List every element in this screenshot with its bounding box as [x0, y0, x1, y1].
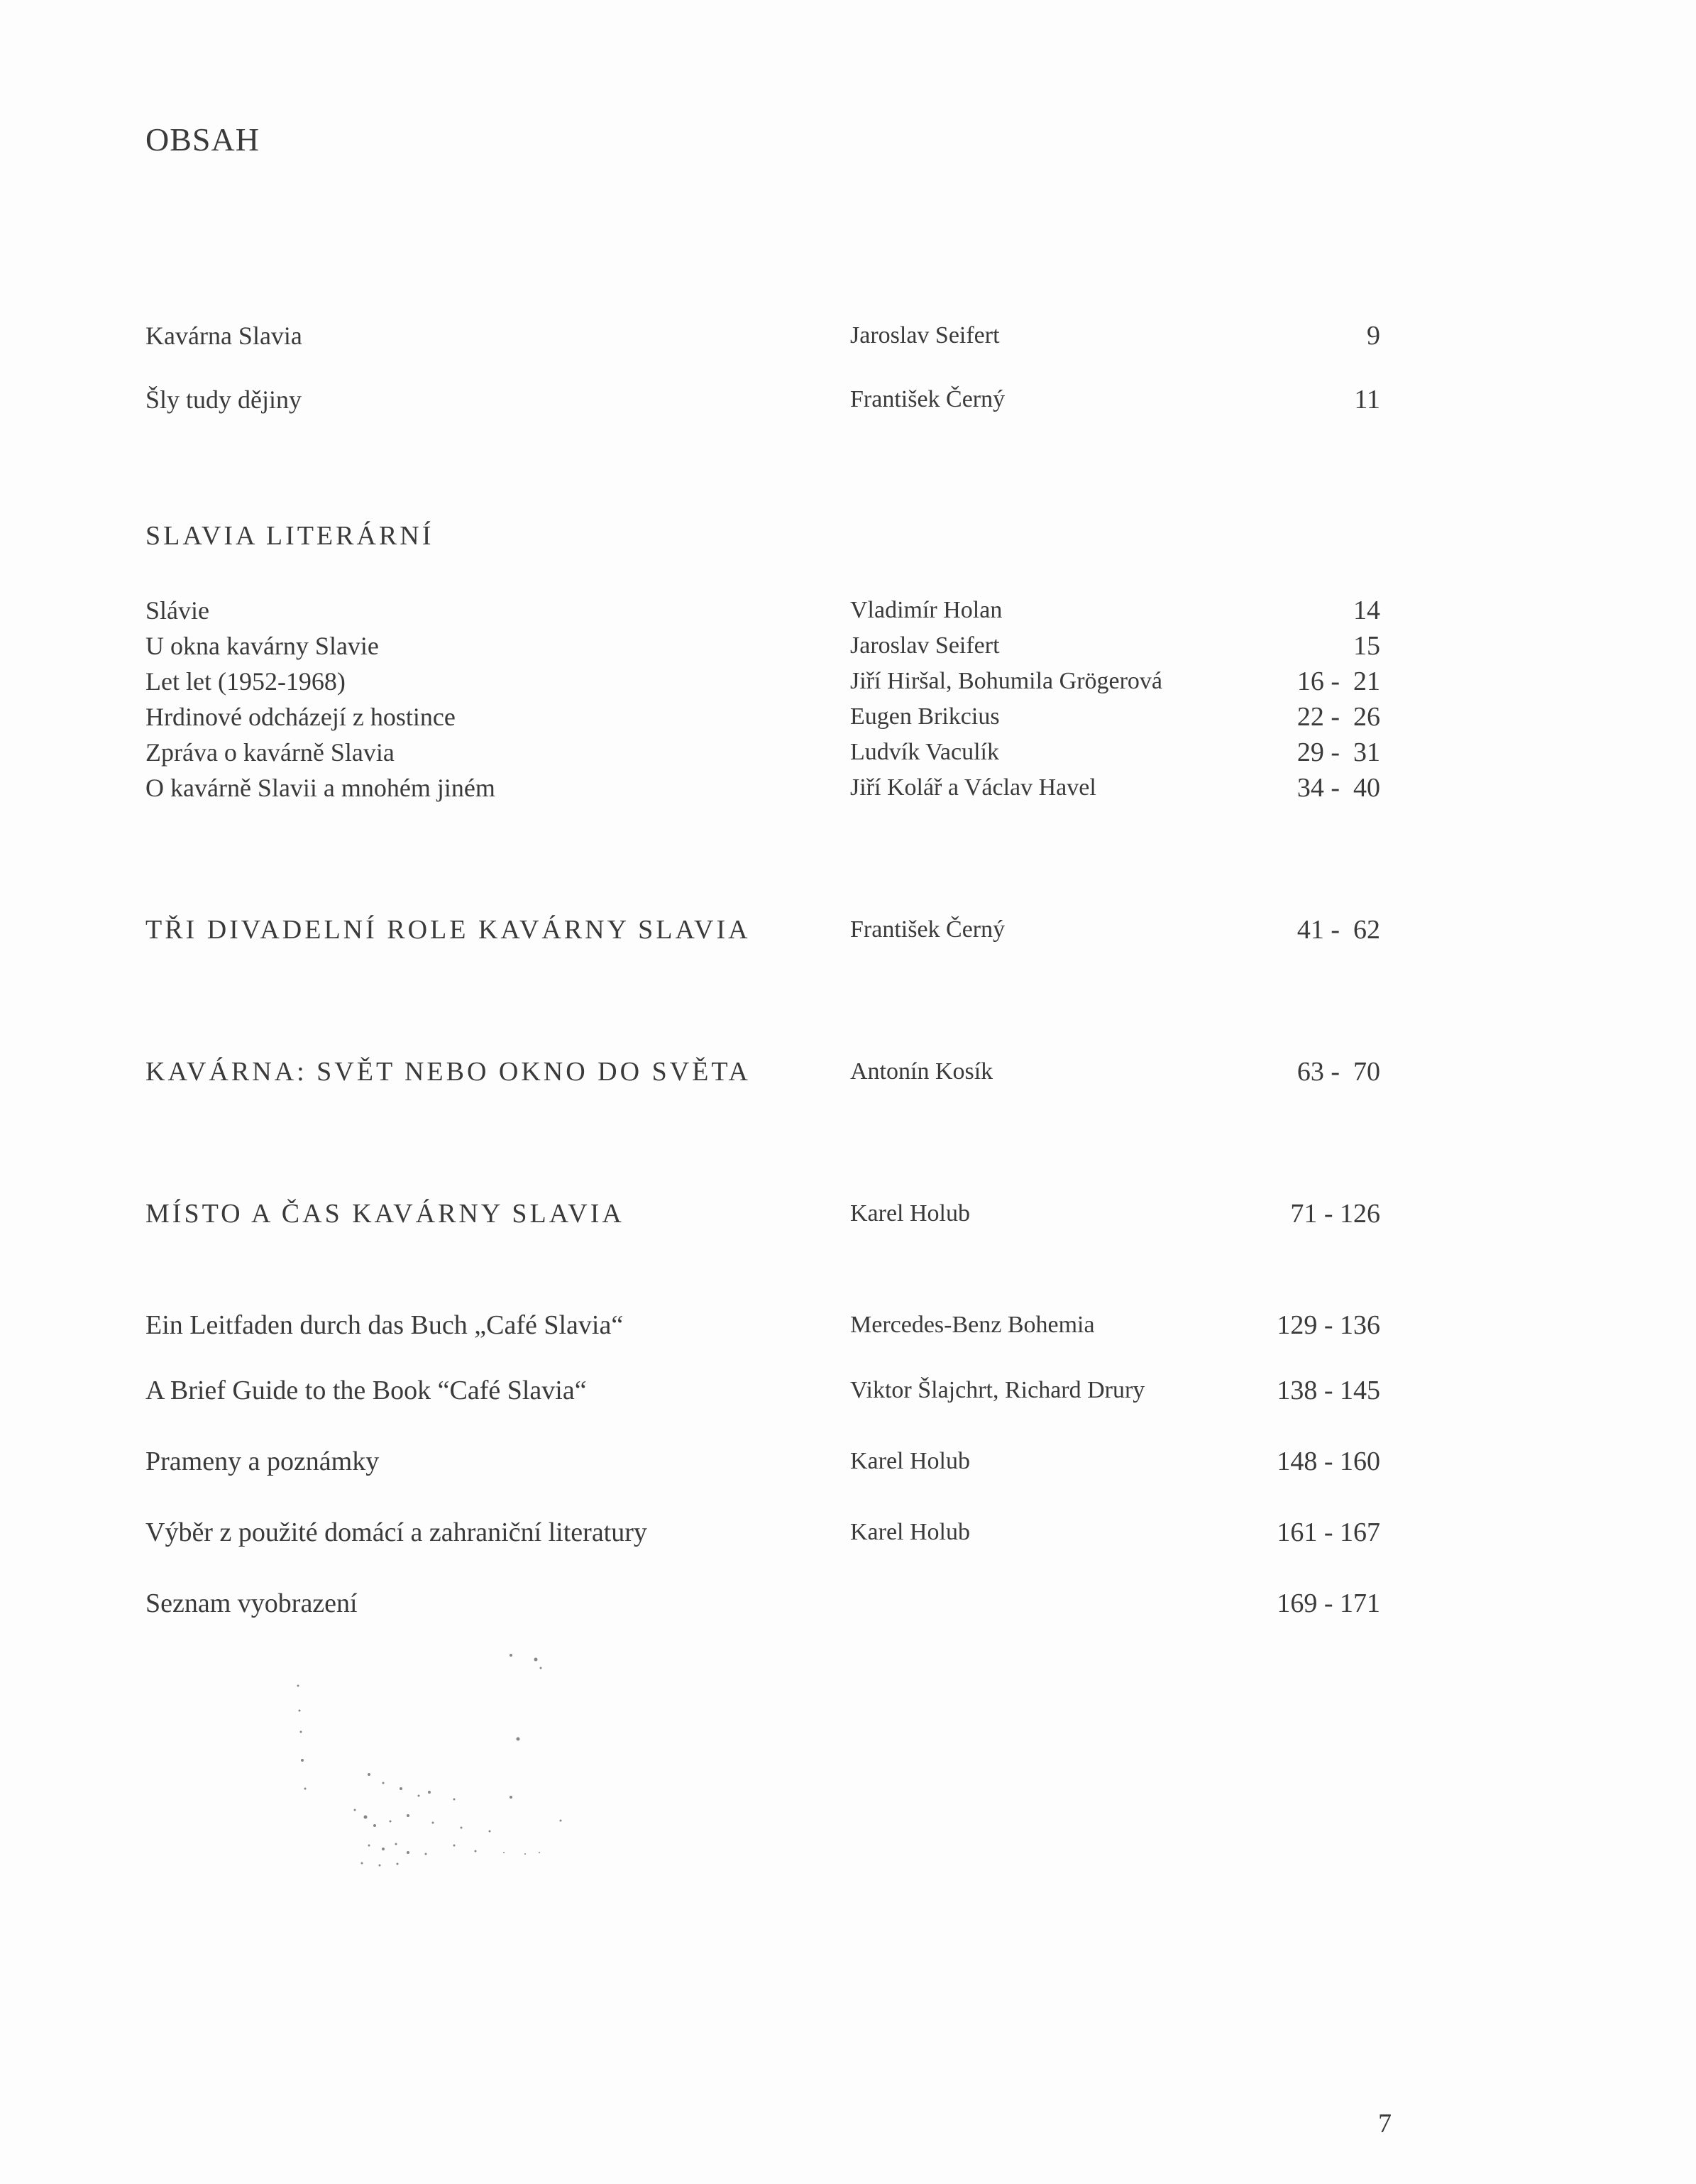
entry-title: Let let (1952-1968): [145, 667, 346, 696]
entry-author: Karel Holub: [850, 1519, 971, 1545]
entry-author: František Černý: [850, 916, 1006, 943]
entry-pages: 71 - 126: [1290, 1199, 1380, 1229]
entry-title: Zpráva o kavárně Slavia: [145, 738, 395, 767]
entry-title: Slávie: [145, 596, 209, 625]
entry-title: Ein Leitfaden durch das Buch „Café Slavia“: [145, 1310, 624, 1340]
entry-pages: 16 - 21: [1296, 666, 1380, 696]
entry-author: Ludvík Vaculík: [850, 739, 999, 765]
entry-author: Jaroslav Seifert: [850, 632, 1000, 659]
entry-pages: 129 - 136: [1277, 1310, 1380, 1340]
entry-author: Antonín Kosík: [850, 1058, 993, 1085]
page-number: 7: [1378, 2109, 1392, 2139]
entry-author: Karel Holub: [850, 1200, 971, 1227]
toc-entry: [0, 382, 1696, 417]
toc-entry: [0, 1373, 1696, 1408]
entry-author: Karel Holub: [850, 1448, 971, 1474]
toc-entry: [0, 699, 1696, 735]
page-heading: OBSAH: [145, 121, 260, 158]
entry-title: KAVÁRNA: SVĚT NEBO OKNO DO SVĚTA: [145, 1057, 751, 1087]
entry-title: Výběr z použité domácí a zahraniční literatury: [145, 1518, 647, 1547]
entry-pages: 41 - 62: [1296, 915, 1380, 945]
toc-entry: [0, 1444, 1696, 1479]
entry-pages: 9: [1367, 321, 1380, 351]
toc-entry: [0, 735, 1696, 770]
entry-title: Hrdinové odcházejí z hostince: [145, 703, 456, 731]
entry-title: Kavárna Slavia: [145, 322, 302, 350]
toc-entry: [0, 628, 1696, 664]
entry-author: Vladimír Holan: [850, 597, 1003, 623]
toc-section-entry: [0, 912, 1696, 948]
entry-author: Jiří Kolář a Václav Havel: [850, 774, 1096, 801]
entry-pages: 11: [1354, 385, 1380, 415]
toc-entry: [0, 770, 1696, 806]
entry-title: Šly tudy dějiny: [145, 385, 302, 414]
toc-entry: [0, 318, 1696, 353]
entry-pages: 34 - 40: [1296, 773, 1380, 803]
toc-section-entry: [0, 1054, 1696, 1090]
entry-title: Seznam vyobrazení: [145, 1588, 358, 1618]
entry-author: Jiří Hiršal, Bohumila Grögerová: [850, 668, 1163, 694]
entry-pages: 15: [1353, 631, 1380, 661]
scan-specks: [284, 1647, 582, 1888]
entry-title: A Brief Guide to the Book “Café Slavia“: [145, 1376, 587, 1405]
section-title: SLAVIA LITERÁRNÍ: [145, 521, 434, 551]
entry-pages: 161 - 167: [1277, 1518, 1380, 1547]
entry-title: Prameny a poznámky: [145, 1447, 380, 1476]
toc-entry: [0, 1515, 1696, 1550]
entry-pages: 14: [1353, 596, 1380, 625]
entry-author: Jaroslav Seifert: [850, 322, 1000, 349]
entry-pages: 22 - 26: [1296, 702, 1380, 732]
entry-title: U okna kavárny Slavie: [145, 632, 379, 660]
toc-entry: [0, 593, 1696, 628]
entry-title: O kavárně Slavii a mnohém jiném: [145, 774, 495, 802]
toc-entry: [0, 1307, 1696, 1343]
entry-pages: 138 - 145: [1277, 1376, 1380, 1405]
toc-entry: [0, 664, 1696, 699]
entry-pages: 169 - 171: [1277, 1588, 1380, 1618]
entry-title: MÍSTO A ČAS KAVÁRNY SLAVIA: [145, 1199, 624, 1229]
entry-pages: 63 - 70: [1296, 1057, 1380, 1087]
toc-entry: [0, 1586, 1696, 1621]
entry-author: Mercedes-Benz Bohemia: [850, 1312, 1095, 1338]
entry-author: Eugen Brikcius: [850, 703, 1000, 730]
entry-title: TŘI DIVADELNÍ ROLE KAVÁRNY SLAVIA: [145, 915, 751, 945]
entry-author: František Černý: [850, 386, 1006, 412]
toc-section-entry: [0, 1196, 1696, 1231]
entry-pages: 148 - 160: [1277, 1447, 1380, 1476]
entry-author: Viktor Šlajchrt, Richard Drury: [850, 1377, 1145, 1403]
entry-pages: 29 - 31: [1296, 737, 1380, 767]
